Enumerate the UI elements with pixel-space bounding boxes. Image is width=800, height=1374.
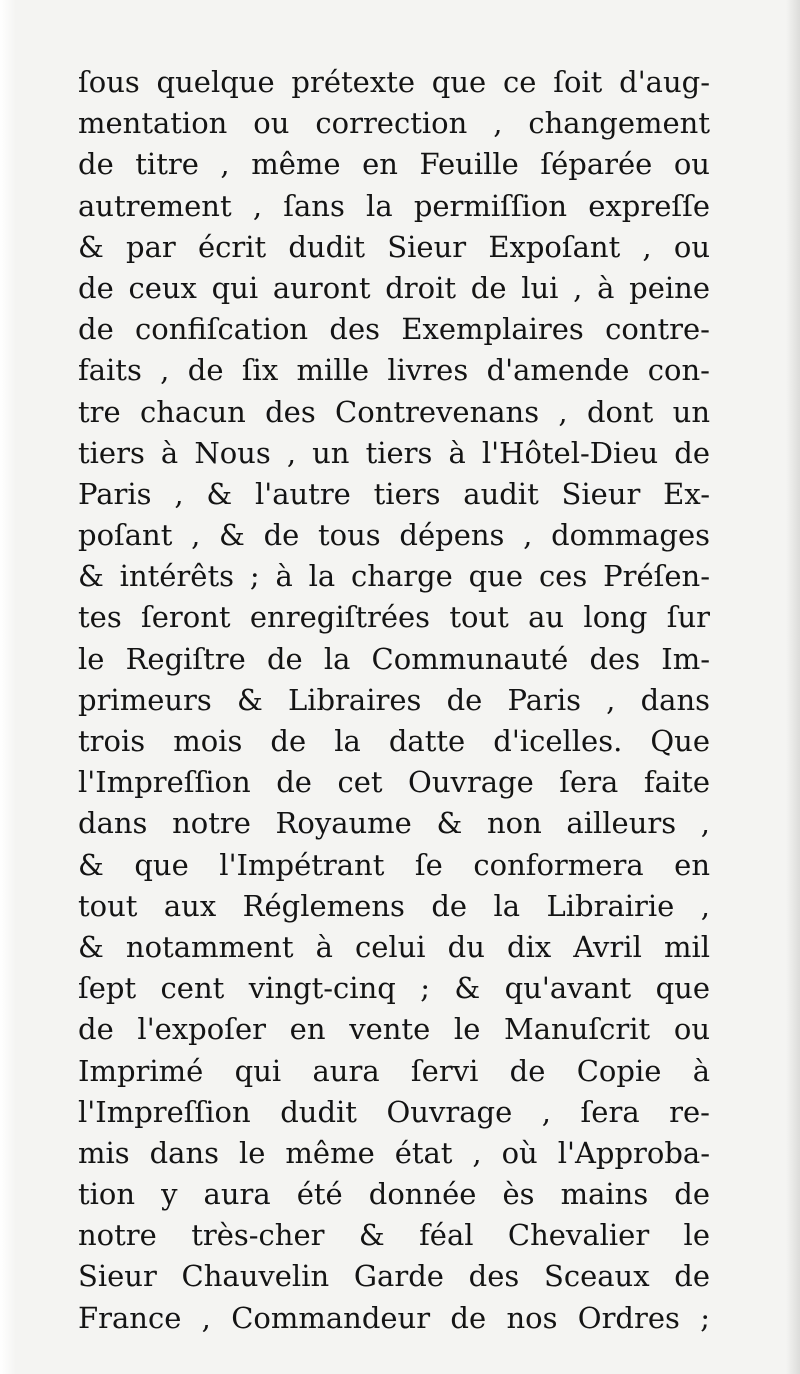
body-text (78, 62, 710, 1339)
text-line: faits , de ſix mille livres d'amende con- (78, 353, 710, 388)
text-line: & intérêts ; à la charge que ces Préſen- (78, 559, 710, 594)
text-line: l'Impreſſion dudit Ouvrage , ſera re- (78, 1094, 710, 1129)
text-line: France , Commandeur de nos Ordres ; (78, 1300, 710, 1335)
text-line: Imprimé qui aura ſervi de Copie à (78, 1053, 710, 1088)
text-line: de confiſcation des Exemplaires contre- (78, 312, 710, 347)
text-line: dans notre Royaume & non ailleurs , (78, 806, 710, 841)
text-line: poſant , & de tous dépens , dommages (78, 518, 710, 553)
text-line: tout aux Réglemens de la Librairie , (78, 888, 710, 923)
text-line: & par écrit dudit Sieur Expoſant , ou (78, 229, 710, 264)
text-line: mentation ou correction , changement (78, 106, 710, 141)
text-line: ſous quelque prétexte que ce ſoit d'aug- (78, 65, 710, 99)
text-line: ſept cent vingt-cinq ; & qu'avant que (78, 971, 710, 1006)
text-line: de titre , même en Feuille ſéparée ou (78, 147, 710, 182)
text-line: tion y aura été donnée ès mains de (78, 1177, 710, 1212)
text-line: tes ſeront enregiſtrées tout au long ſur (78, 600, 710, 635)
text-line: mis dans le même état , où l'Approba- (78, 1135, 710, 1170)
text-line: & que l'Impétrant ſe conformera en (78, 847, 710, 882)
text-line: l'Impreſſion de cet Ouvrage ſera faite (78, 765, 710, 800)
text-line: autrement , ſans la permiſſion expreſſe (78, 188, 710, 223)
text-line: primeurs & Libraires de Paris , dans (78, 682, 710, 717)
text-line: Sieur Chauvelin Garde des Sceaux de (78, 1259, 710, 1294)
text-line: notre très-cher & féal Chevalier le (78, 1218, 710, 1253)
text-line: le Regiſtre de la Communauté des Im- (78, 641, 710, 676)
text-line: de ceux qui auront droit de lui , à peine (78, 270, 710, 305)
text-line: trois mois de la datte d'icelles. Que (78, 724, 710, 758)
text-line: de l'expoſer en vente le Manuſcrit ou (78, 1012, 710, 1047)
text-line: tre chacun des Contrevenans , dont un (78, 394, 710, 429)
scan-edge-right (786, 0, 800, 1374)
text-line: tiers à Nous , un tiers à l'Hôtel-Dieu de (78, 435, 710, 470)
text-line: & notamment à celui du dix Avril mil (78, 929, 710, 964)
text-line: Paris , & l'autre tiers audit Sieur Ex- (78, 476, 710, 511)
scan-edge-left (0, 0, 16, 1374)
